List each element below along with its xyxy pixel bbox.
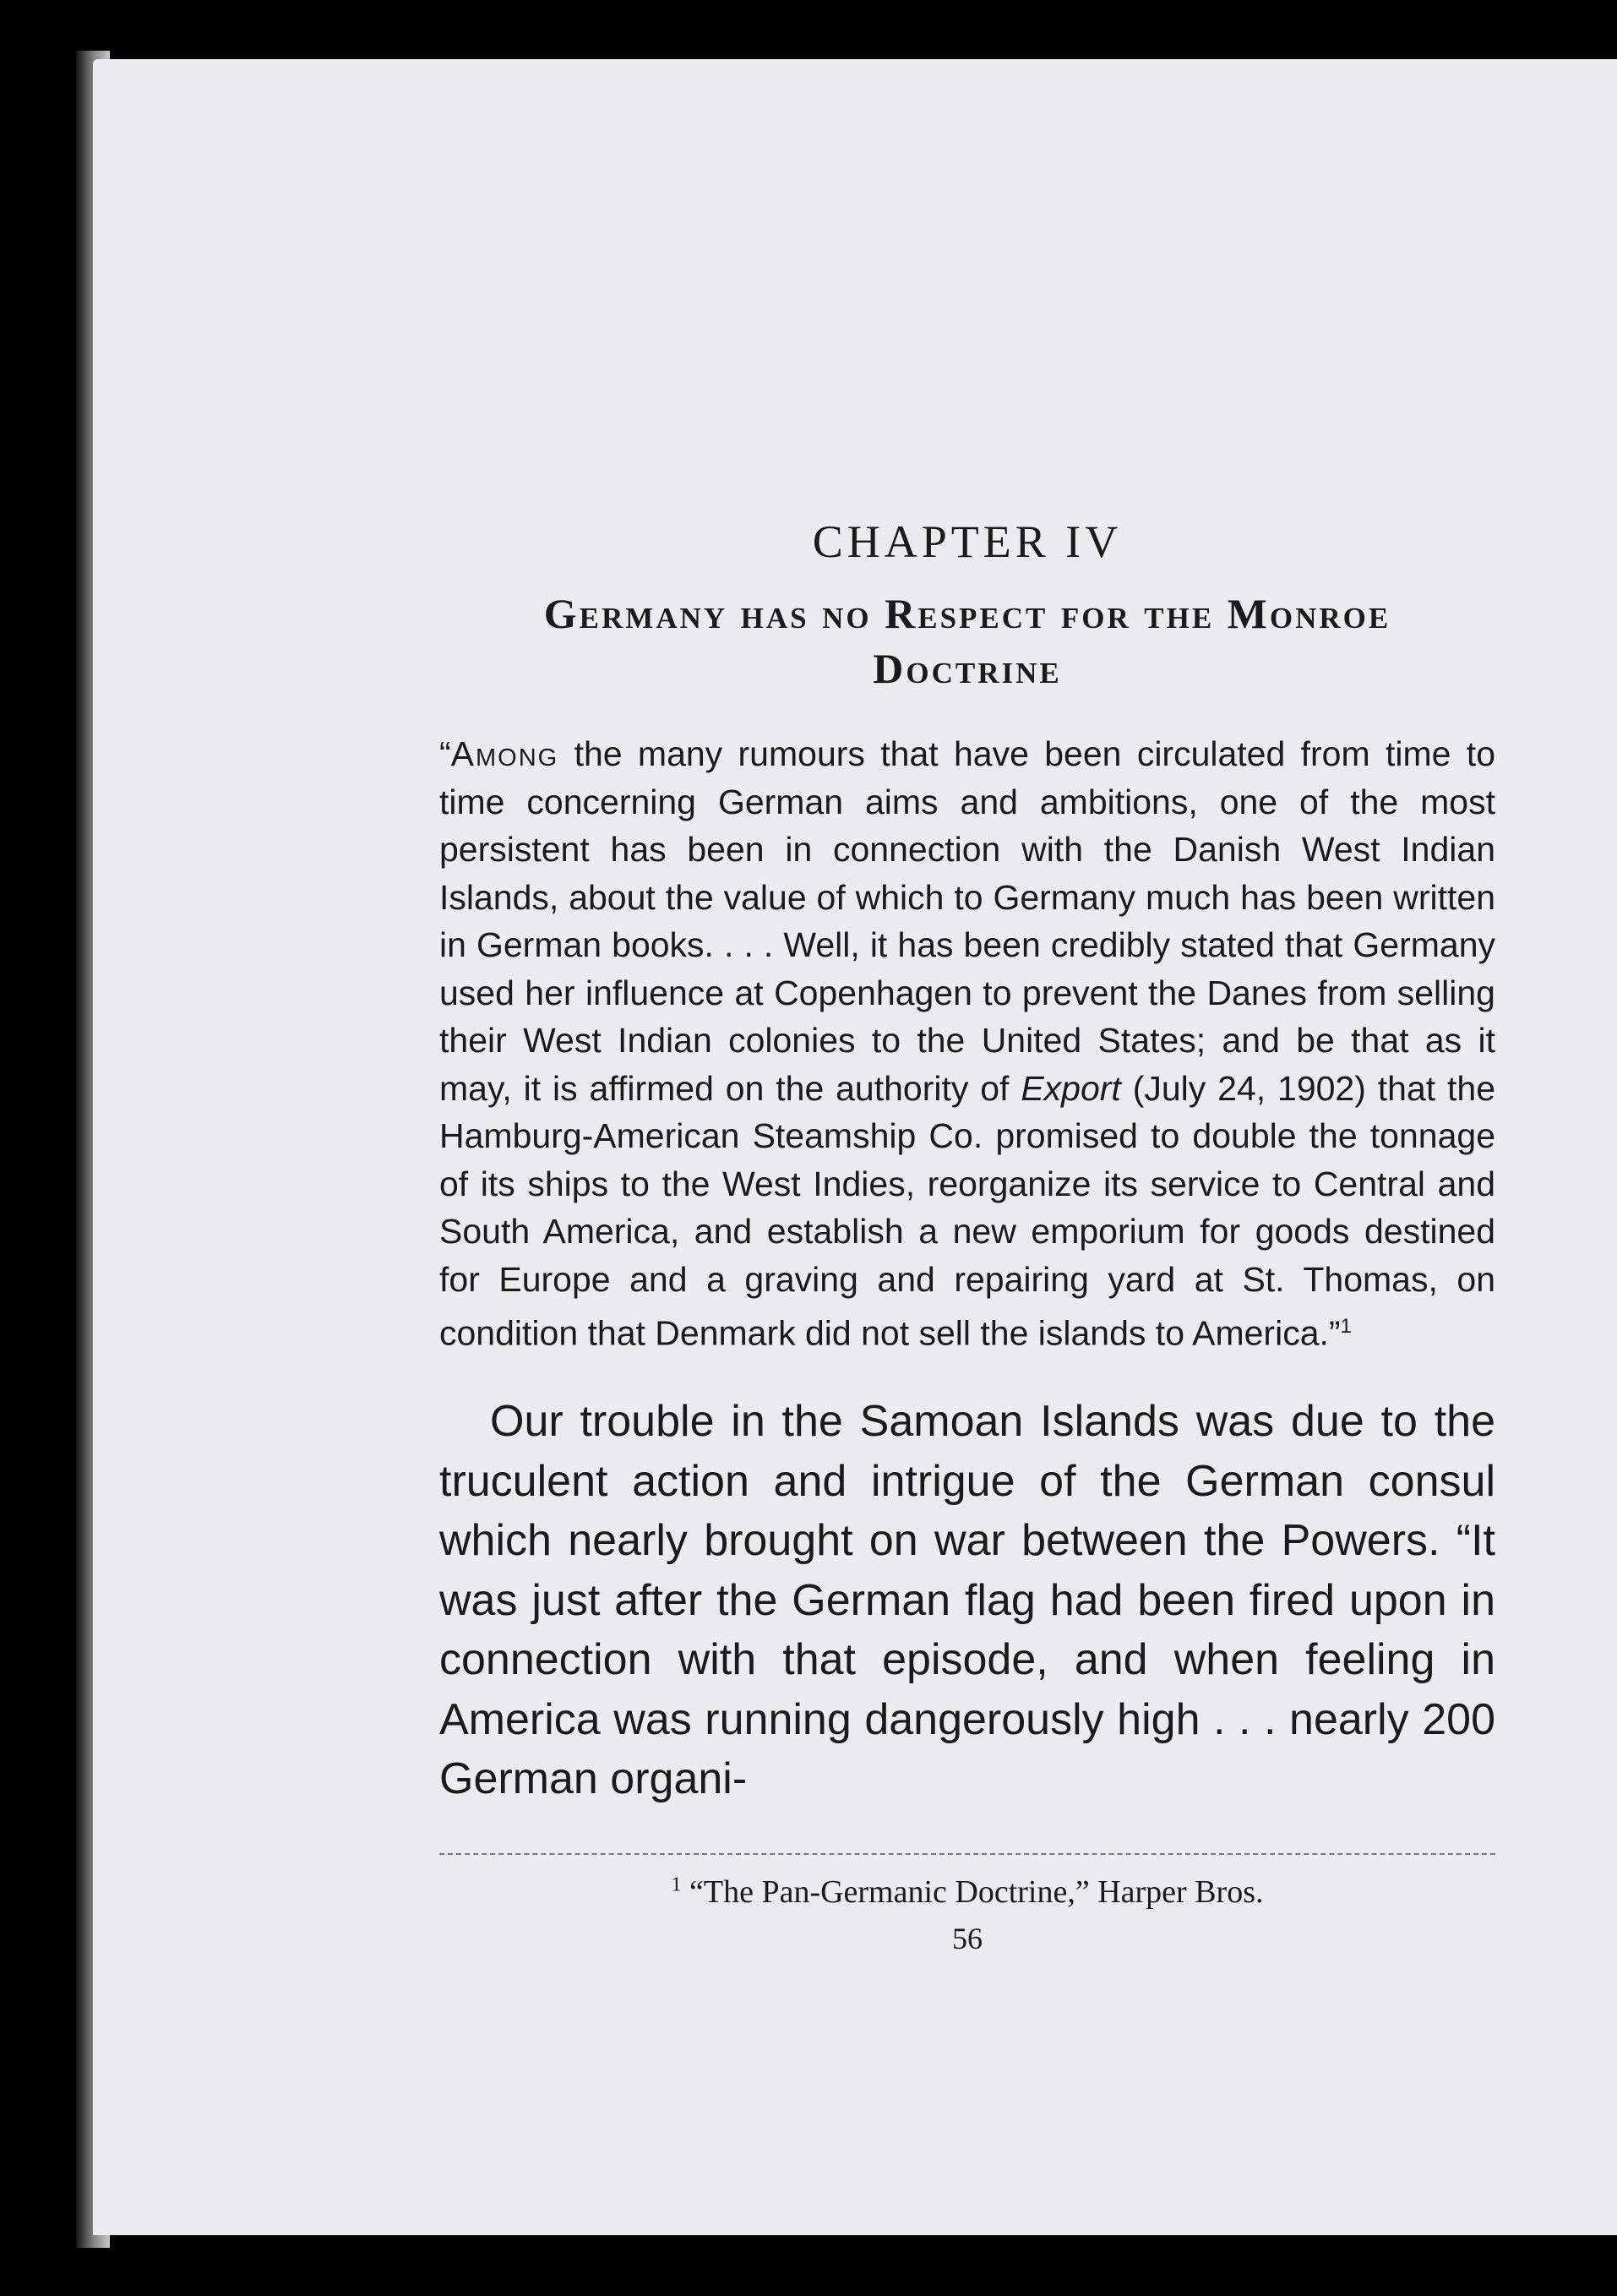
quote-open-mark: “ bbox=[439, 734, 451, 773]
quote-text-part-1: the many rumours that have been circulated from time to time concerning German aims and ambitions, one of the most persistent has been in connection with the Danish West Indian Islands, about the value of which to Germany much has been written in German books. . . . Well, it has been credibly stated that Germany used her influence at Copenhagen to prevent the Danes from selling their West Indian colonies to the United States; and be that as it may, it is affirmed on the authority of bbox=[439, 734, 1495, 1108]
quote-lead-word: Among bbox=[450, 734, 559, 773]
footnote-text: “The Pan-Germanic Doctrine,” Harper Bros. bbox=[689, 1873, 1264, 1910]
subtitle-line-2: Doctrine bbox=[873, 645, 1062, 692]
page-number: 56 bbox=[952, 1921, 983, 1955]
chapter-subtitle bbox=[439, 586, 1495, 696]
page-content bbox=[439, 515, 1495, 1956]
block-quote bbox=[439, 730, 1495, 1357]
chapter-heading: CHAPTER IV bbox=[812, 516, 1123, 567]
footnote bbox=[439, 1873, 1495, 1911]
footnote-divider bbox=[439, 1853, 1495, 1855]
quote-text-part-2: (July 24, 1902) that the Hamburg-American Steamship Co. promised to double the tonnage of its ships to the West Indies, reorganize its service to Central and South America, and establish a new emporium for goods destined for Europe and a graving and repairing yard at St. Thomas, on condition that Denmark did not sell the islands to America.” bbox=[439, 1068, 1496, 1353]
quote-italic-title: Export bbox=[1021, 1068, 1121, 1108]
footnote-reference: 1 bbox=[1340, 1315, 1352, 1338]
subtitle-line-1: Germany has no Respect for the Monroe bbox=[543, 590, 1391, 637]
body-paragraph: Our trouble in the Samoan Islands was due to the truculent action and intrigue of the German consul which nearly brought on war between the Powers. “It was just after the German flag had been fired upon in connection with that episode, and when feeling in America was running dangerously high . . . nearly 200 German organi- bbox=[439, 1397, 1495, 1804]
footnote-mark: 1 bbox=[671, 1873, 682, 1895]
